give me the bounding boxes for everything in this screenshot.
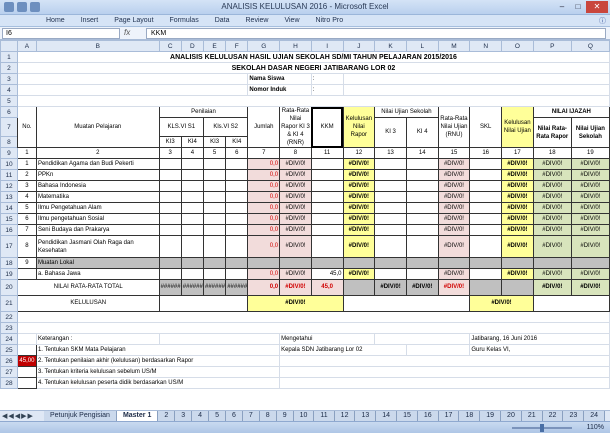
subject-name[interactable]: Bahasa Indonesia (36, 181, 159, 192)
row-header[interactable]: 6 (1, 107, 18, 118)
col-number[interactable]: 14 (406, 148, 438, 159)
ijazah-sekolah-cell[interactable]: #DIV/0! (571, 181, 609, 192)
header-ki4[interactable]: KI4 (181, 137, 203, 148)
column-header[interactable]: B (36, 41, 159, 52)
sheet-tab[interactable]: 15 (397, 411, 418, 421)
table-row (1, 159, 610, 170)
column-header[interactable]: J (343, 41, 375, 52)
red-value-cell[interactable]: 45,00 (17, 356, 36, 367)
col-number[interactable]: 4 (181, 148, 203, 159)
col-number[interactable]: 19 (571, 148, 609, 159)
jumlah-cell[interactable]: 0,0 (248, 181, 280, 192)
school-title[interactable]: SEKOLAH DASAR NEGERI JATIBARANG LOR 02 (17, 63, 609, 74)
jumlah-cell[interactable]: 0,0 (248, 214, 280, 225)
title-bar (0, 0, 610, 15)
column-header[interactable]: A (17, 41, 36, 52)
column-header[interactable]: Q (571, 41, 609, 52)
tab-insert[interactable]: Insert (80, 17, 99, 24)
column-header[interactable]: O (502, 41, 534, 52)
zoom-level[interactable]: 110% (586, 424, 604, 431)
row-header[interactable]: 4 (1, 85, 18, 96)
col-number[interactable]: 3 (159, 148, 181, 159)
ijazah-rapor-cell[interactable]: #DIV/0! (533, 203, 571, 214)
kepala-sekolah-label[interactable]: Kepala SDN Jatibarang Lor 02 (280, 345, 407, 356)
window-controls (554, 1, 608, 13)
row-header[interactable]: 25 (1, 345, 18, 356)
subject-no[interactable]: 5 (17, 203, 36, 214)
tab-nitro-pro[interactable]: Nitro Pro (315, 17, 344, 24)
sheet-tab[interactable]: 14 (376, 411, 397, 421)
fx-icon[interactable]: fx (124, 28, 131, 37)
kelulusan-ujian-total[interactable]: #DIV/0! (470, 296, 533, 312)
header-mapel[interactable]: Muatan Pelajaran (36, 107, 159, 148)
column-header[interactable]: L (406, 41, 438, 52)
rnu-cell[interactable]: #DIV/0! (438, 181, 470, 192)
sheet-tab[interactable]: 8 (260, 411, 277, 421)
ijazah-sekolah-cell[interactable]: #DIV/0! (571, 203, 609, 214)
col-number[interactable]: 17 (502, 148, 534, 159)
sheet-tab-bar (0, 410, 610, 421)
col-number[interactable]: 6 (226, 148, 248, 159)
name-box[interactable]: I6 (2, 28, 120, 39)
ijazah-sekolah-cell[interactable]: #DIV/0! (571, 214, 609, 225)
subject-no[interactable]: 4 (17, 192, 36, 203)
kelulusan-ujian-cell[interactable]: #DIV/0! (502, 159, 534, 170)
row-header[interactable]: 18 (1, 258, 18, 269)
subject-no[interactable]: 9 (17, 258, 36, 269)
header-jumlah[interactable]: Jumlah (248, 107, 280, 148)
rnr-cell[interactable]: #DIV/0! (280, 225, 312, 236)
total-rnr-cell[interactable]: #DIV/0! (280, 280, 312, 296)
jumlah-cell[interactable]: 0,0 (248, 269, 280, 280)
column-header[interactable]: I (311, 41, 343, 52)
total-kkm-cell[interactable]: 45,0 (311, 280, 343, 296)
header-skl[interactable]: SKL (470, 107, 502, 148)
table-row (1, 214, 610, 225)
col-number[interactable]: 11 (311, 148, 343, 159)
rnu-cell[interactable]: #DIV/0! (438, 203, 470, 214)
sheet-tab[interactable]: 3 (175, 411, 192, 421)
header-rnu[interactable]: Rata-Rata Nilai Ujian (RNU) (438, 107, 470, 148)
sheet-tab[interactable]: 23 (563, 411, 584, 421)
sheet-tab[interactable]: 6 (226, 411, 243, 421)
col-number[interactable]: 18 (533, 148, 571, 159)
jumlah-cell[interactable]: 0,0 (248, 192, 280, 203)
total-jumlah-cell[interactable]: 0,0 (248, 280, 280, 296)
kelulusan-rapor-cell[interactable]: #DIV/0! (343, 269, 375, 280)
row-header[interactable]: 28 (1, 378, 18, 389)
row-header[interactable]: 7 (1, 118, 18, 137)
kelulusan-rapor-cell[interactable]: #DIV/0! (343, 192, 375, 203)
tab-home[interactable]: Home (46, 17, 65, 24)
row-header[interactable]: 24 (1, 334, 18, 345)
row-header[interactable]: 3 (1, 74, 18, 85)
subject-name[interactable]: Pendidikan Agama dan Budi Pekerti (36, 159, 159, 170)
mengetahui-label[interactable]: Mengetahui (280, 334, 375, 345)
sheet-tab[interactable]: Petunjuk Pengisian (44, 411, 117, 421)
ijazah-sekolah-cell[interactable]: #DIV/0! (571, 170, 609, 181)
row-header[interactable]: 12 (1, 181, 18, 192)
table-row (1, 203, 610, 214)
header-rata-rapor[interactable]: Rata-Rata Nilai Rapor KI 3 & KI 4 (RNR) (281, 108, 310, 146)
ijazah-rapor-cell[interactable]: #DIV/0! (533, 236, 571, 258)
kelulusan-rapor-cell[interactable]: #DIV/0! (343, 214, 375, 225)
sheet-nav-arrows[interactable]: ◀◀◀▶▶ (2, 413, 34, 420)
kelulusan-rapor-total[interactable]: #DIV/0! (248, 296, 343, 312)
table-row (1, 296, 610, 312)
colon: : (311, 85, 343, 96)
ijazah-rapor-cell[interactable]: #DIV/0! (533, 192, 571, 203)
row-header[interactable]: 16 (1, 225, 18, 236)
row-header[interactable]: 21 (1, 296, 18, 312)
hash-cell[interactable]: ###### (203, 280, 225, 296)
header-penilaian[interactable]: Penilaian (159, 107, 248, 118)
table-row (1, 181, 610, 192)
total-ki3-cell[interactable]: #DIV/0! (375, 280, 407, 296)
ijazah-rapor-cell[interactable]: #DIV/0! (533, 214, 571, 225)
header-nilai-ijazah[interactable]: NILAI IJAZAH (533, 107, 609, 118)
tab-formulas[interactable]: Formulas (169, 17, 199, 24)
sheet-tab[interactable]: 24 (584, 411, 605, 421)
hash-cell[interactable]: ###### (226, 280, 248, 296)
ijazah-sekolah-cell[interactable]: #DIV/0! (571, 269, 609, 280)
column-header[interactable]: N (470, 41, 502, 52)
ijazah-sekolah-cell[interactable]: #DIV/0! (571, 236, 609, 258)
row-header[interactable]: 23 (1, 323, 18, 334)
row-header[interactable]: 13 (1, 192, 18, 203)
subject-no[interactable]: 3 (17, 181, 36, 192)
select-all-corner[interactable] (1, 41, 18, 52)
kelulusan-ujian-cell[interactable]: #DIV/0! (502, 203, 534, 214)
subject-name[interactable]: PPKn (36, 170, 159, 181)
col-number[interactable]: 5 (203, 148, 225, 159)
table-row (1, 269, 610, 280)
subject-no[interactable]: 2 (17, 170, 36, 181)
subject-no[interactable]: 1 (17, 159, 36, 170)
header-ki3-ujian[interactable]: KI 3 (375, 118, 407, 148)
label-nama-siswa[interactable]: Nama Siswa (248, 74, 311, 85)
rnr-cell[interactable]: #DIV/0! (280, 236, 312, 258)
col-number[interactable]: 13 (375, 148, 407, 159)
kelulusan-ujian-cell[interactable]: #DIV/0! (502, 192, 534, 203)
sheet-tab[interactable]: 22 (543, 411, 564, 421)
subject-name[interactable]: a. Bahasa Jawa (36, 269, 159, 280)
subject-no[interactable]: 7 (17, 225, 36, 236)
row-header[interactable]: 11 (1, 170, 18, 181)
kelulusan-ujian-cell[interactable]: #DIV/0! (502, 269, 534, 280)
rnr-cell[interactable]: #DIV/0! (280, 269, 312, 280)
row-header[interactable]: 8 (1, 137, 18, 148)
col-number[interactable]: 8 (280, 148, 312, 159)
minimize-icon[interactable]: – (559, 2, 565, 11)
colon: : (311, 74, 343, 85)
header-ki3[interactable]: KI3 (159, 137, 181, 148)
total-rnu-cell[interactable]: #DIV/0! (438, 280, 470, 296)
row-header[interactable]: 27 (1, 367, 18, 378)
column-header[interactable]: G (248, 41, 280, 52)
ribbon-tabs (0, 15, 610, 27)
jumlah-cell[interactable]: 0,0 (248, 225, 280, 236)
tab-page-layout[interactable]: Page Layout (114, 17, 154, 24)
kelulusan-label[interactable]: KELULUSAN (17, 296, 159, 312)
header-ijazah-sekolah[interactable]: Nilai Ujian Sekolah (571, 118, 609, 148)
sheet-tab[interactable]: 5 (209, 411, 226, 421)
column-header[interactable]: K (375, 41, 407, 52)
note-1[interactable]: 1. Tentukan SKM Mata Pelajaran (36, 345, 279, 356)
row-header[interactable]: 26 (1, 356, 18, 367)
ijazah-rapor-cell[interactable]: #DIV/0! (533, 159, 571, 170)
table-row (1, 236, 610, 258)
sheet-tab[interactable]: 4 (192, 411, 209, 421)
sheet-tab[interactable]: 16 (418, 411, 439, 421)
worksheet-grid[interactable] (0, 40, 610, 410)
sheet-tab[interactable]: 7 (243, 411, 260, 421)
rnu-cell[interactable]: #DIV/0! (438, 159, 470, 170)
row-header[interactable]: 9 (1, 148, 18, 159)
header-ki4-ujian[interactable]: KI 4 (406, 118, 438, 148)
rnu-cell[interactable]: #DIV/0! (438, 170, 470, 181)
row-header[interactable]: 20 (1, 280, 18, 296)
jumlah-cell[interactable]: 0,0 (248, 159, 280, 170)
table-row (1, 258, 610, 269)
ijazah-rapor-cell[interactable]: #DIV/0! (533, 170, 571, 181)
hash-cell[interactable]: ###### (159, 280, 181, 296)
kelulusan-rapor-cell[interactable]: #DIV/0! (343, 159, 375, 170)
column-header[interactable]: D (181, 41, 203, 52)
subject-name[interactable]: Pendidikan Jasmani Olah Raga dan Kesehatan (36, 236, 159, 258)
sheet-tab[interactable]: 18 (459, 411, 480, 421)
column-header[interactable]: M (438, 41, 470, 52)
sheet-tab[interactable]: 9 (277, 411, 294, 421)
kelulusan-rapor-cell[interactable]: #DIV/0! (343, 236, 375, 258)
total-ijazah-sekolah-cell[interactable]: #DIV/0! (571, 280, 609, 296)
col-number[interactable]: 7 (248, 148, 280, 159)
guru-kelas-label[interactable]: Guru Kelas VI, (470, 345, 610, 356)
total-ijazah-rapor-cell[interactable]: #DIV/0! (533, 280, 571, 296)
kelulusan-rapor-cell[interactable]: #DIV/0! (343, 170, 375, 181)
total-ki4-cell[interactable]: #DIV/0! (406, 280, 438, 296)
col-number[interactable]: 2 (36, 148, 159, 159)
col-number[interactable]: 1 (17, 148, 36, 159)
table-row (1, 192, 610, 203)
table-row (1, 280, 610, 296)
kelulusan-rapor-cell[interactable]: #DIV/0! (343, 203, 375, 214)
subject-name[interactable]: Matematika (36, 192, 159, 203)
row-header[interactable]: 22 (1, 312, 18, 323)
sheet-tab[interactable]: 2 (158, 411, 175, 421)
header-nilai-ujian[interactable]: Nilai Ujian Sekolah (375, 107, 438, 118)
col-number[interactable]: 15 (438, 148, 470, 159)
subject-no[interactable]: 8 (17, 236, 36, 258)
column-header[interactable]: P (533, 41, 571, 52)
hash-cell[interactable]: ###### (181, 280, 203, 296)
date-label[interactable]: Jatibarang, 16 Juni 2016 (470, 334, 610, 345)
rnr-cell[interactable]: #DIV/0! (280, 203, 312, 214)
column-header[interactable]: H (280, 41, 312, 52)
zoom-slider-handle[interactable] (540, 424, 544, 432)
row-header[interactable]: 5 (1, 96, 18, 107)
subject-name[interactable]: Ilmu pengetahuan Sosial (36, 214, 159, 225)
rnr-cell[interactable]: #DIV/0! (280, 192, 312, 203)
maximize-icon[interactable]: □ (575, 2, 581, 11)
ijazah-sekolah-cell[interactable]: #DIV/0! (571, 159, 609, 170)
header-ki4[interactable]: KI4 (226, 137, 248, 148)
rnr-cell[interactable]: #DIV/0! (280, 214, 312, 225)
row-header[interactable]: 19 (1, 269, 18, 280)
kelulusan-ujian-cell[interactable]: #DIV/0! (502, 236, 534, 258)
table-row (1, 225, 610, 236)
tab-review[interactable]: Review (245, 17, 269, 24)
sheet-tab[interactable]: 17 (439, 411, 460, 421)
subject-name[interactable]: Seni Budaya dan Prakarya (36, 225, 159, 236)
header-ijazah-rapor[interactable]: Nilai Rata-Rata Rapor (533, 118, 571, 148)
label-nomor-induk[interactable]: Nomor Induk (248, 85, 311, 96)
help-icon[interactable]: ⓘ (599, 18, 606, 25)
note-3[interactable]: 3. Tentukan kriteria kelulusan sebelum US/M (36, 367, 279, 378)
subject-no[interactable]: 6 (17, 214, 36, 225)
sheet-tab[interactable]: 19 (480, 411, 501, 421)
col-number[interactable]: 12 (343, 148, 375, 159)
kelulusan-rapor-cell[interactable]: #DIV/0! (343, 181, 375, 192)
column-header[interactable]: C (159, 41, 181, 52)
subject-name[interactable]: Ilmu Pengetahuan Alam (36, 203, 159, 214)
nilai-rata-total-label[interactable]: NILAI RATA-RATA TOTAL (17, 280, 159, 296)
kelulusan-rapor-cell[interactable]: #DIV/0! (343, 225, 375, 236)
formula-bar (0, 27, 610, 40)
header-kls-s1[interactable]: KLS.VI S1 (159, 118, 203, 137)
rnu-cell[interactable]: #DIV/0! (438, 225, 470, 236)
formula-input[interactable]: KKM (146, 28, 606, 39)
row-header[interactable]: 14 (1, 203, 18, 214)
rnr-cell[interactable]: #DIV/0! (280, 181, 312, 192)
rnu-cell[interactable]: #DIV/0! (438, 214, 470, 225)
jumlah-cell[interactable]: 0,0 (248, 203, 280, 214)
header-kls-s2[interactable]: Kls.VI S2 (203, 118, 247, 137)
close-icon[interactable]: ✕ (586, 1, 608, 13)
subject-no[interactable] (17, 269, 36, 280)
status-bar (0, 421, 610, 433)
jumlah-cell[interactable]: 0,0 (248, 170, 280, 181)
sheet-tab-active[interactable]: Master 1 (117, 411, 158, 421)
rnr-cell[interactable]: #DIV/0! (280, 170, 312, 181)
sheet-tab[interactable]: 12 (335, 411, 356, 421)
header-kelulusan-rapor[interactable]: Kelulusan Nilai Rapor (343, 107, 375, 148)
table-row (1, 170, 610, 181)
header-no[interactable]: No. (17, 107, 36, 148)
row-header[interactable]: 2 (1, 63, 18, 74)
rnu-cell[interactable]: #DIV/0! (438, 236, 470, 258)
col-number[interactable]: 16 (470, 148, 502, 159)
jumlah-cell[interactable]: 0,0 (248, 236, 280, 258)
rnu-cell[interactable]: #DIV/0! (438, 269, 470, 280)
kelulusan-ujian-cell[interactable]: #DIV/0! (502, 181, 534, 192)
sheet-tab[interactable]: 11 (314, 411, 334, 421)
tab-data[interactable]: Data (214, 17, 230, 24)
column-header[interactable]: F (226, 41, 248, 52)
row-header[interactable]: 1 (1, 52, 18, 63)
column-header[interactable]: E (203, 41, 225, 52)
header-kelulusan-ujian[interactable]: Kelulusan Nilai Ujian (502, 107, 534, 148)
header-kkm[interactable]: KKM (311, 107, 343, 148)
rnr-cell[interactable]: #DIV/0! (280, 159, 312, 170)
rnu-cell[interactable]: #DIV/0! (438, 192, 470, 203)
sheet-tab[interactable]: 20 (501, 411, 522, 421)
keterangan-label[interactable]: Keterangan : (36, 334, 159, 345)
ijazah-rapor-cell[interactable]: #DIV/0! (533, 181, 571, 192)
header-ki3[interactable]: KI3 (203, 137, 225, 148)
note-4[interactable]: 4. Tentukan kelulusan peserta didik berdasarkan US/M (36, 378, 279, 389)
ijazah-sekolah-cell[interactable]: #DIV/0! (571, 192, 609, 203)
subject-name[interactable]: Muatan Lokal (36, 258, 159, 269)
sheet-title[interactable]: ANALISIS KELULUSAN HASIL UJIAN SEKOLAH SD/MI TAHUN PELAJARAN 2015/2016 (17, 52, 609, 63)
sheet-tab[interactable]: 13 (355, 411, 376, 421)
ijazah-rapor-cell[interactable]: #DIV/0! (533, 225, 571, 236)
ijazah-sekolah-cell[interactable]: #DIV/0! (571, 225, 609, 236)
kelulusan-ujian-cell[interactable]: #DIV/0! (502, 225, 534, 236)
sheet-tab[interactable]: 21 (522, 411, 543, 421)
kkm-cell[interactable]: 45,0 (311, 269, 343, 280)
sheet-tab[interactable]: 10 (294, 411, 315, 421)
tab-view[interactable]: View (284, 17, 300, 24)
ijazah-rapor-cell[interactable]: #DIV/0! (533, 269, 571, 280)
row-header[interactable]: 10 (1, 159, 18, 170)
window-title: ANALISIS KELULUSAN 2016 - Microsoft Excel (221, 2, 389, 11)
kelulusan-ujian-cell[interactable]: #DIV/0! (502, 214, 534, 225)
kelulusan-ujian-cell[interactable]: #DIV/0! (502, 170, 534, 181)
row-header[interactable]: 17 (1, 236, 18, 258)
row-header[interactable]: 15 (1, 214, 18, 225)
note-2[interactable]: 2. Tentukan penilaian akhir (kelulusan) berdasarkan Rapor (36, 356, 279, 367)
